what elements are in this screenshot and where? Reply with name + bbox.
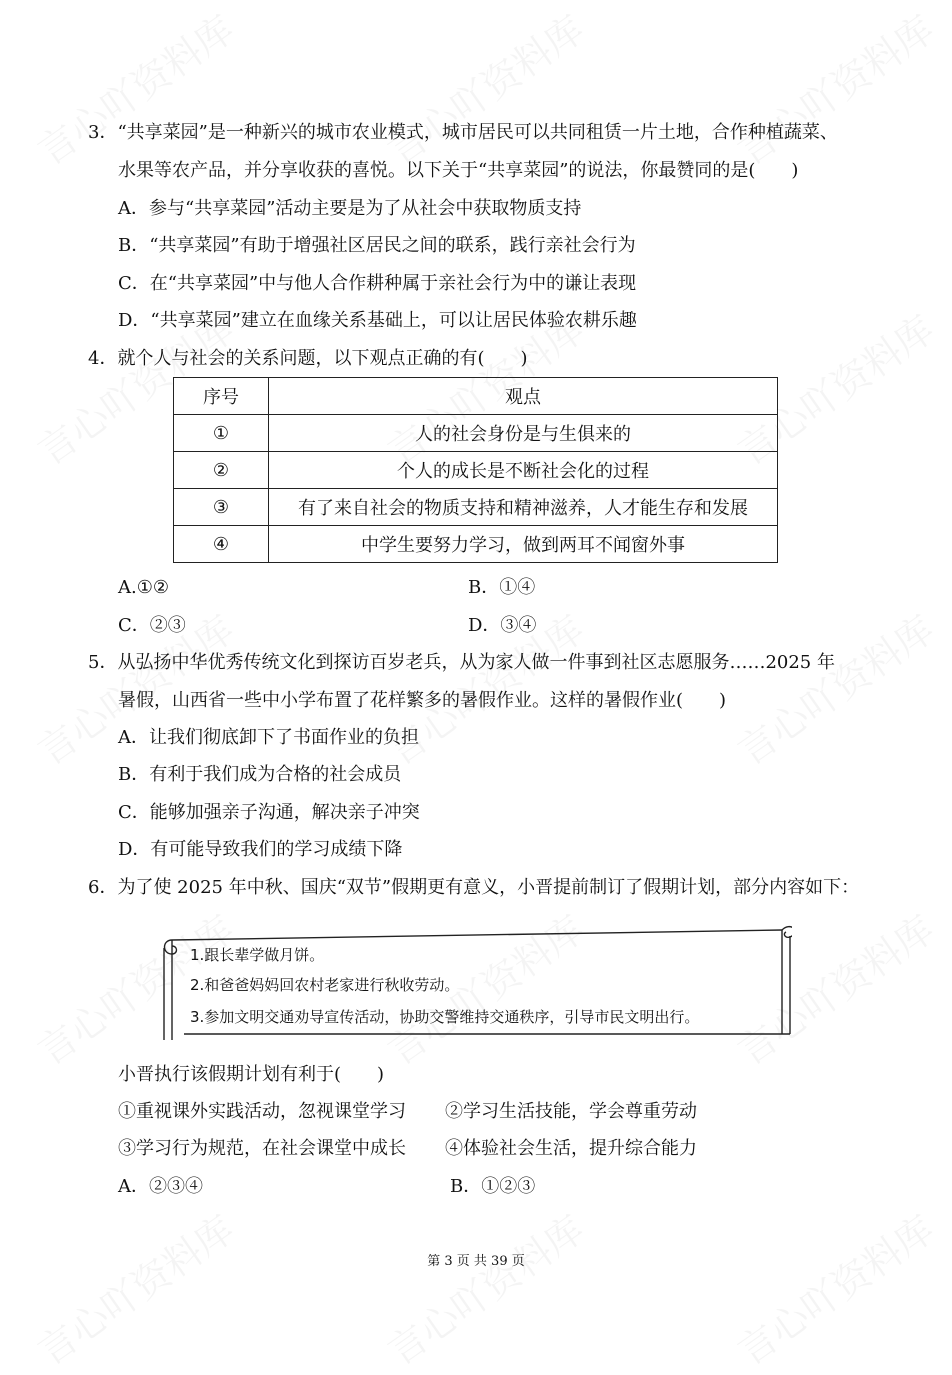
table-row xyxy=(174,415,778,452)
option-d: D．“共享菜园”建立在血缘关系基础上，可以让居民体验农耕乐趣 xyxy=(118,310,637,331)
table-row xyxy=(174,489,778,526)
table-cell: 中学生要努力学习，做到两耳不闻窗外事 xyxy=(269,526,778,563)
watermark xyxy=(725,0,943,175)
table-cell: ② xyxy=(174,452,269,489)
option-a: A.①② xyxy=(118,577,169,598)
question-stem: 6．为了使 2025 年中秋、国庆“双节”假期更有意义，小晋提前制订了假期计划，部分内容如下： xyxy=(88,877,860,898)
header-cell: 观点 xyxy=(269,378,778,415)
question-stem: 5．从弘扬中华优秀传统文化到探访百岁老兵，从为家人做一件事到社区志愿服务……2025 年 xyxy=(88,652,835,673)
plan-item: 3.参加文明交通劝导宣传活动，协助交警维持交通秩序，引导市民文明出行。 xyxy=(190,1008,700,1026)
question-stem: 4．就个人与社会的关系问题，以下观点正确的有( ) xyxy=(88,348,528,369)
statement-3: ③学习行为规范，在社会课堂中成长 xyxy=(118,1138,406,1159)
table-cell: ④ xyxy=(174,526,269,563)
watermark xyxy=(25,1200,243,1375)
table-header-row xyxy=(174,378,778,415)
plan-item: 2.和爸爸妈妈回农村老家进行秋收劳动。 xyxy=(190,976,460,994)
watermark xyxy=(375,0,593,175)
option-c: C．能够加强亲子沟通，解决亲子冲突 xyxy=(118,802,420,823)
statement-4: ④体验社会生活，提升综合能力 xyxy=(445,1138,697,1159)
option-b: B．①④ xyxy=(468,577,536,598)
header-cell: 序号 xyxy=(174,378,269,415)
watermark xyxy=(725,600,943,776)
option-d: D．有可能导致我们的学习成绩下降 xyxy=(118,839,403,860)
plan-item: 1.跟长辈学做月饼。 xyxy=(190,946,325,964)
page-footer: 第 3 页 共 39 页 xyxy=(427,1254,525,1269)
watermark xyxy=(25,0,243,175)
table-row xyxy=(174,526,778,563)
watermark xyxy=(725,1200,943,1375)
watermark xyxy=(375,1200,593,1375)
table-cell: ① xyxy=(174,415,269,452)
statement-2: ②学习生活技能，学会尊重劳动 xyxy=(445,1101,697,1122)
statement-1: ①重视课外实践活动，忽视课堂学习 xyxy=(118,1101,406,1122)
option-a: A．参与“共享菜园”活动主要是为了从社会中获取物质支持 xyxy=(118,198,582,219)
question-stem: 水果等农产品，并分享收获的喜悦。以下关于“共享菜园”的说法，你最赞同的是( ) xyxy=(118,160,799,181)
table-cell: 人的社会身份是与生俱来的 xyxy=(269,415,778,452)
question-stem: 3．“共享菜园”是一种新兴的城市农业模式，城市居民可以共同租赁一片土地，合作种植蔬菜、 xyxy=(88,122,838,143)
table-cell: 有了来自社会的物质支持和精神滋养，人才能生存和发展 xyxy=(269,489,778,526)
option-b: B．①②③ xyxy=(450,1176,536,1197)
table-cell: 个人的成长是不断社会化的过程 xyxy=(269,452,778,489)
option-c: C．在“共享菜园”中与他人合作耕种属于亲社会行为中的谦让表现 xyxy=(118,273,637,294)
option-a: A．让我们彻底卸下了书面作业的负担 xyxy=(118,727,419,748)
option-c: C．②③ xyxy=(118,615,186,636)
question-stem: 暑假，山西省一些中小学布置了花样繁多的暑假作业。这样的暑假作业( ) xyxy=(118,690,727,711)
option-b: B．“共享菜园”有助于增强社区居民之间的联系，践行亲社会行为 xyxy=(118,235,636,256)
table-row xyxy=(174,452,778,489)
option-a: A．②③④ xyxy=(118,1176,203,1197)
viewpoints-table xyxy=(173,377,778,563)
option-b: B．有利于我们成为合格的社会成员 xyxy=(118,764,402,785)
table-cell: ③ xyxy=(174,489,269,526)
question-prompt: 小晋执行该假期计划有利于( ) xyxy=(118,1064,385,1085)
plan-scroll-box xyxy=(160,922,790,1037)
option-d: D．③④ xyxy=(468,615,537,636)
